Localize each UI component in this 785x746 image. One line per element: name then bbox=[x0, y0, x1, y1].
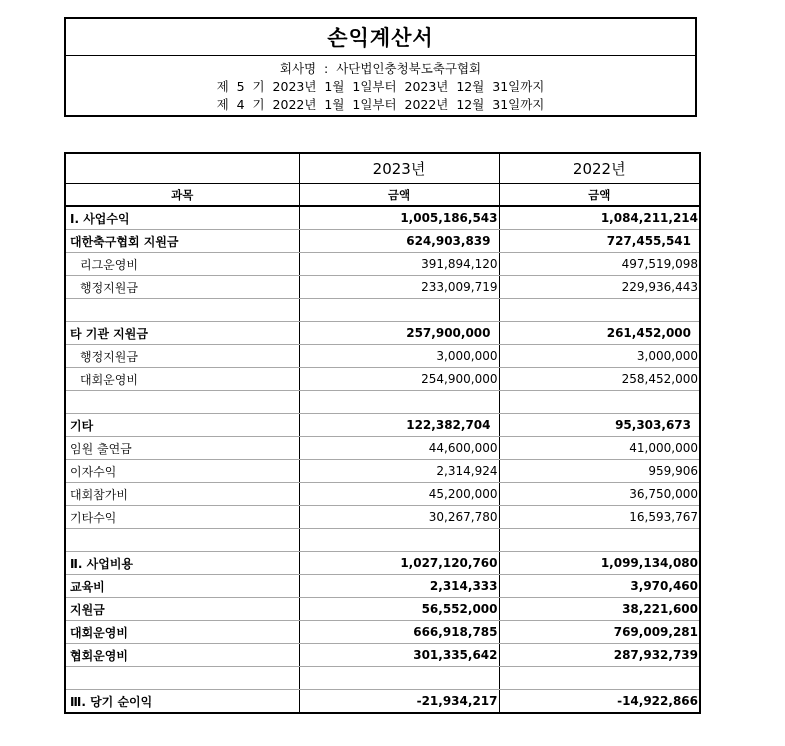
account-name bbox=[65, 299, 299, 322]
account-name: Ⅱ. 사업비용 bbox=[65, 552, 299, 575]
year-header-2022: 2022년 bbox=[499, 153, 700, 184]
amount-2022: 229,936,443 bbox=[499, 276, 700, 299]
amount-2023 bbox=[299, 391, 499, 414]
column-label-row bbox=[65, 184, 700, 207]
amount-2022: 1,099,134,080 bbox=[499, 552, 700, 575]
amount-2023 bbox=[299, 299, 499, 322]
table-row bbox=[65, 345, 700, 368]
year-header-row bbox=[65, 153, 700, 184]
table-row bbox=[65, 368, 700, 391]
account-name: 기타수익 bbox=[65, 506, 299, 529]
table-row bbox=[65, 322, 700, 345]
account-name: 대회참가비 bbox=[65, 483, 299, 506]
account-name: 기타 bbox=[65, 414, 299, 437]
table-row bbox=[65, 506, 700, 529]
amount-2023: 30,267,780 bbox=[299, 506, 499, 529]
amount-2023: 2,314,333 bbox=[299, 575, 499, 598]
account-name: 교육비 bbox=[65, 575, 299, 598]
account-name: 대회운영비 bbox=[65, 621, 299, 644]
amount-2023: 666,918,785 bbox=[299, 621, 499, 644]
spacer-row bbox=[65, 667, 700, 690]
account-name: 행정지원금 bbox=[65, 276, 299, 299]
spacer-row bbox=[65, 299, 700, 322]
amount-2022: 959,906 bbox=[499, 460, 700, 483]
account-name: 협회운영비 bbox=[65, 644, 299, 667]
amount-2023: 45,200,000 bbox=[299, 483, 499, 506]
account-name: 이자수익 bbox=[65, 460, 299, 483]
period-line-current: 제 5 기 2023년 1월 1일부터 2023년 12월 31일까지 bbox=[216, 79, 545, 94]
account-name bbox=[65, 391, 299, 414]
table-row bbox=[65, 690, 700, 714]
spacer-row bbox=[65, 529, 700, 552]
account-name: 임원 출연금 bbox=[65, 437, 299, 460]
table-row bbox=[65, 552, 700, 575]
amount-2023: 1,005,186,543 bbox=[299, 206, 499, 230]
amount-2022: 287,932,739 bbox=[499, 644, 700, 667]
statement-header bbox=[64, 17, 697, 117]
account-name: 행정지원금 bbox=[65, 345, 299, 368]
year-header-blank bbox=[65, 153, 299, 184]
amount-2023: 3,000,000 bbox=[299, 345, 499, 368]
amount-2022 bbox=[499, 391, 700, 414]
amount-2023 bbox=[299, 529, 499, 552]
amount-2022 bbox=[499, 529, 700, 552]
account-name: 타 기관 지원금 bbox=[65, 322, 299, 345]
table-row bbox=[65, 483, 700, 506]
amount-2022: -14,922,866 bbox=[499, 690, 700, 714]
document-title: 손익계산서 bbox=[66, 19, 695, 56]
amount-2022: 261,452,000 bbox=[499, 322, 700, 345]
table-row bbox=[65, 206, 700, 230]
account-name: 리그운영비 bbox=[65, 253, 299, 276]
account-name bbox=[65, 529, 299, 552]
amount-2023: 233,009,719 bbox=[299, 276, 499, 299]
amount-2022: 95,303,673 bbox=[499, 414, 700, 437]
amount-2022: 1,084,211,214 bbox=[499, 206, 700, 230]
amount-2023: 254,900,000 bbox=[299, 368, 499, 391]
table-row bbox=[65, 598, 700, 621]
company-name-line: 회사명 : 사단법인충청북도축구협회 bbox=[279, 61, 482, 76]
table-row bbox=[65, 644, 700, 667]
amount-2023: 2,314,924 bbox=[299, 460, 499, 483]
amount-2022: 16,593,767 bbox=[499, 506, 700, 529]
amount-2022: 258,452,000 bbox=[499, 368, 700, 391]
amount-2022: 3,000,000 bbox=[499, 345, 700, 368]
table-row bbox=[65, 230, 700, 253]
table-row bbox=[65, 253, 700, 276]
company-info bbox=[66, 56, 695, 114]
table-row bbox=[65, 621, 700, 644]
account-name bbox=[65, 667, 299, 690]
account-name: 대회운영비 bbox=[65, 368, 299, 391]
amount-2022 bbox=[499, 299, 700, 322]
amount-2022: 3,970,460 bbox=[499, 575, 700, 598]
table-row bbox=[65, 460, 700, 483]
amount-2023: 1,027,120,760 bbox=[299, 552, 499, 575]
year-header-2023: 2023년 bbox=[299, 153, 499, 184]
table-row bbox=[65, 437, 700, 460]
account-name: Ⅰ. 사업수익 bbox=[65, 206, 299, 230]
amount-2023: 44,600,000 bbox=[299, 437, 499, 460]
amount-2023: 122,382,704 bbox=[299, 414, 499, 437]
column-label-amount-2023: 금액 bbox=[299, 184, 499, 207]
table-row bbox=[65, 575, 700, 598]
amount-2022: 769,009,281 bbox=[499, 621, 700, 644]
amount-2022: 497,519,098 bbox=[499, 253, 700, 276]
amount-2022: 727,455,541 bbox=[499, 230, 700, 253]
amount-2023: 257,900,000 bbox=[299, 322, 499, 345]
amount-2023: -21,934,217 bbox=[299, 690, 499, 714]
amount-2023: 56,552,000 bbox=[299, 598, 499, 621]
amount-2023: 391,894,120 bbox=[299, 253, 499, 276]
spacer-row bbox=[65, 391, 700, 414]
amount-2023: 301,335,642 bbox=[299, 644, 499, 667]
period-line-previous: 제 4 기 2022년 1월 1일부터 2022년 12월 31일까지 bbox=[216, 97, 545, 112]
amount-2022: 38,221,600 bbox=[499, 598, 700, 621]
column-label-account: 과목 bbox=[65, 184, 299, 207]
table-row bbox=[65, 276, 700, 299]
account-name: 지원금 bbox=[65, 598, 299, 621]
amount-2023: 624,903,839 bbox=[299, 230, 499, 253]
account-name: Ⅲ. 당기 순이익 bbox=[65, 690, 299, 714]
amount-2022 bbox=[499, 667, 700, 690]
amount-2022: 36,750,000 bbox=[499, 483, 700, 506]
table-row bbox=[65, 414, 700, 437]
income-statement-table bbox=[64, 152, 701, 714]
account-name: 대한축구협회 지원금 bbox=[65, 230, 299, 253]
column-label-amount-2022: 금액 bbox=[499, 184, 700, 207]
amount-2023 bbox=[299, 667, 499, 690]
amount-2022: 41,000,000 bbox=[499, 437, 700, 460]
